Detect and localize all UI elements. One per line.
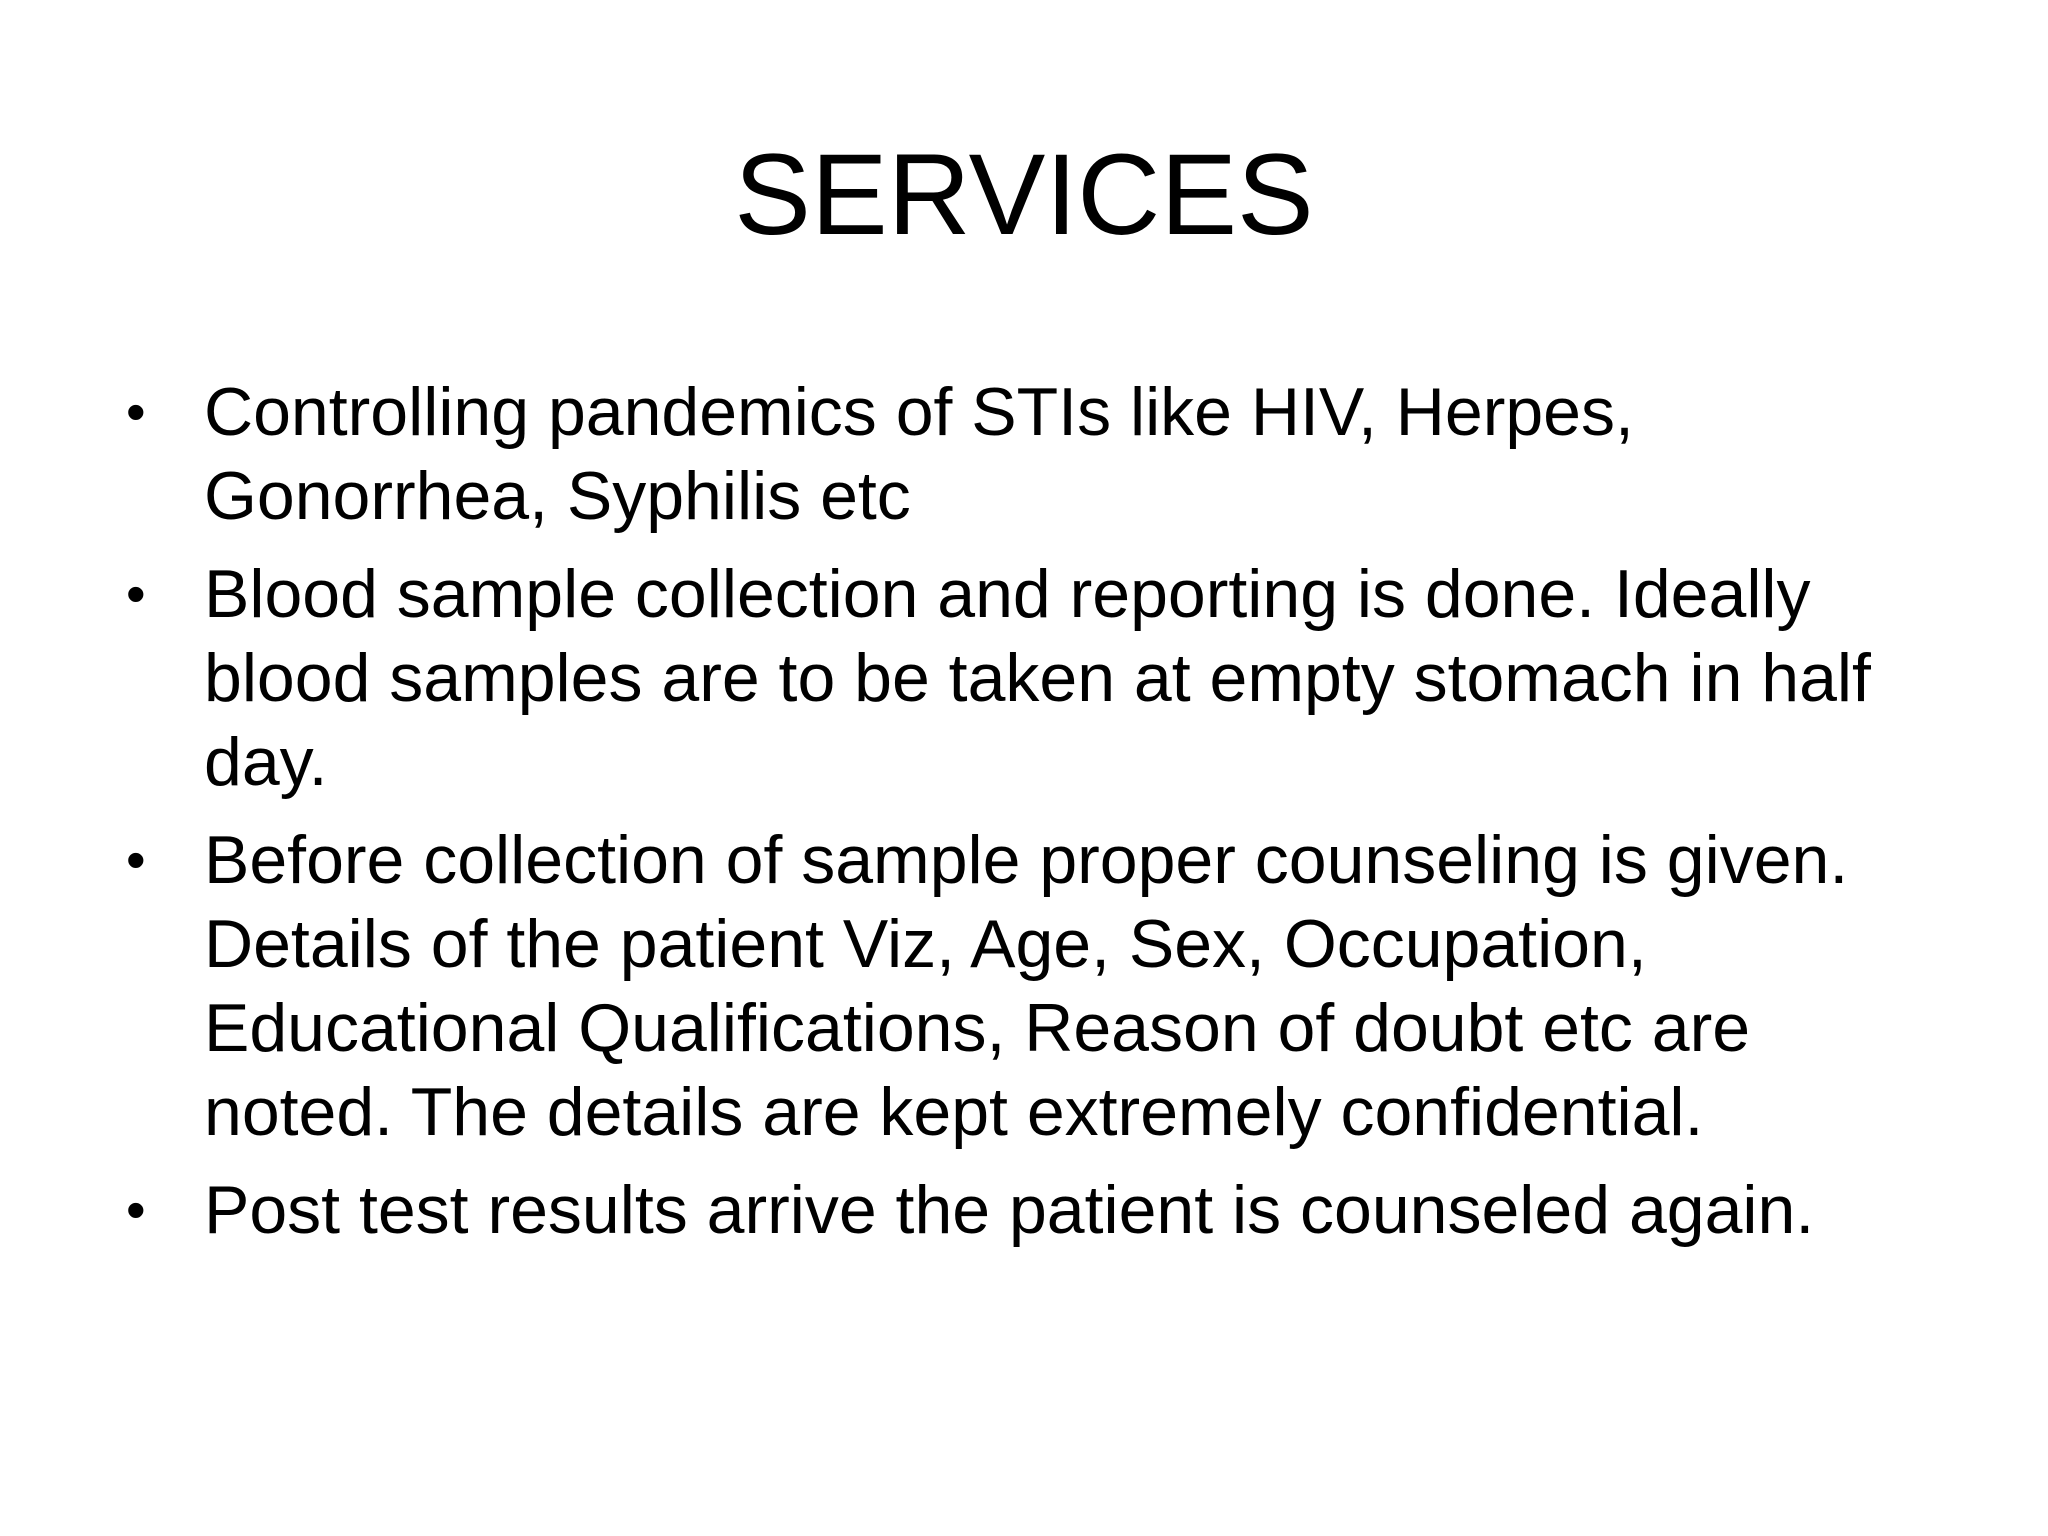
slide-title: SERVICES (734, 131, 1314, 259)
bullet-list (120, 370, 1950, 1266)
bullet-dot-icon: • (126, 380, 146, 443)
bullet-item-blood-sample (120, 552, 1950, 804)
bullet-item-counseling (120, 818, 1950, 1154)
bullet-text: Controlling pandemics of STIs like HIV, Herpes, Gonorrhea, Syphilis etc (204, 374, 1634, 534)
bullet-dot-icon: • (126, 1178, 146, 1241)
bullet-text: Before collection of sample proper counseling is given. Details of the patient Viz, Age, Sex, Occupation, Educational Qualifications, Reason of doubt etc are noted. The details are kept extremely confidential. (204, 822, 1849, 1150)
bullet-dot-icon: • (126, 828, 146, 891)
bullet-item-stis (120, 370, 1950, 538)
bullet-text: Blood sample collection and reporting is done. Ideally blood samples are to be taken at empty stomach in half day. (204, 556, 1871, 800)
bullet-item-post-test (120, 1168, 1950, 1252)
bullet-text: Post test results arrive the patient is counseled again. (204, 1172, 1815, 1248)
bullet-dot-icon: • (126, 562, 146, 625)
